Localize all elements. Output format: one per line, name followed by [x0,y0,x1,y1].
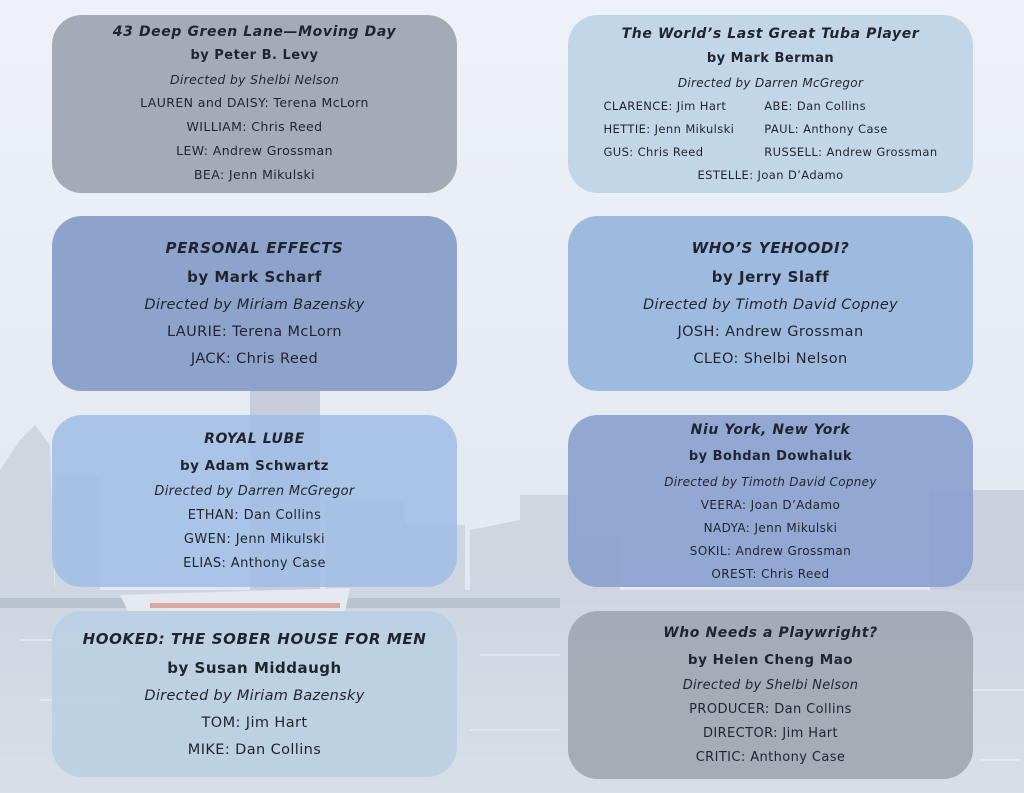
cast-member: OREST: Chris Reed [711,567,830,581]
play-title: PERSONAL EFFECTS [165,239,344,257]
cast-member: PAUL: Anthony Case [764,122,888,136]
cast-member: SOKIL: Andrew Grossman [689,544,852,558]
play-card-whos-yehoodi [568,216,973,391]
play-card-43-deep-green-lane [52,15,457,193]
play-director: Directed by Miriam Bazensky [144,297,365,313]
play-director: Directed by Darren McGregor [154,484,355,499]
cast-member: MIKE: Dan Collins [187,741,322,758]
cast-member: GWEN: Jenn Mikulski [183,532,326,547]
cast-member: BEA: Jenn Mikulski [193,167,316,182]
play-director: Directed by Timoth David Copney [643,297,898,313]
play-title: The World’s Last Great Tuba Player [621,26,920,42]
cast-member: CRITIC: Anthony Case [695,750,846,765]
cast-member: LAURIE: Terena McLorn [167,324,342,340]
play-card-worlds-last-great-tuba-player [568,15,973,193]
cast-member: LEW: Andrew Grossman [176,143,333,158]
cast-member: JACK: Chris Reed [190,351,319,367]
cast-member: CLARENCE: Jim Hart [603,99,727,113]
cast-member: ABE: Dan Collins [764,99,867,113]
cast-member: NADYA: Jenn Mikulski [703,521,838,535]
play-card-who-needs-a-playwright [568,611,973,779]
play-card-royal-lube [52,415,457,587]
play-author: by Jerry Slaff [711,268,830,286]
cast-member: WILLIAM: Chris Reed [186,119,323,134]
play-title: ROYAL LUBE [204,431,305,447]
cast-member: JOSH: Andrew Grossman [677,324,864,340]
cast-grid [578,95,963,164]
cast-member: TOM: Jim Hart [201,714,308,731]
play-author: by Adam Schwartz [179,458,330,474]
cast-member: DIRECTOR: Jim Hart [702,726,839,741]
cast-member: CLEO: Shelbi Nelson [693,351,848,367]
play-title: Who Needs a Playwright? [663,625,878,641]
play-card-niu-york-new-york [568,415,973,587]
play-director: Directed by Shelbi Nelson [169,72,340,87]
play-director: Directed by Timoth David Copney [664,475,877,489]
play-director: Directed by Darren McGregor [677,76,864,90]
play-title: WHO’S YEHOODI? [691,239,850,257]
play-author: by Mark Scharf [187,268,322,286]
play-title: 43 Deep Green Lane—Moving Day [112,24,397,40]
cast-member: GUS: Chris Reed [603,145,704,159]
play-title: Niu York, New York [690,422,851,438]
cast-member: ETHAN: Dan Collins [187,508,322,523]
play-author: by Peter B. Levy [190,48,319,63]
cast-member: LAUREN and DAISY: Terena McLorn [140,95,369,110]
play-card-personal-effects [52,216,457,391]
play-author: by Helen Cheng Mao [687,652,854,668]
play-author: by Susan Middaugh [167,658,342,677]
play-director: Directed by Miriam Bazensky [144,687,365,704]
cast-member: ESTELLE: Joan D’Adamo [697,168,844,182]
cast-member: ELIAS: Anthony Case [183,556,326,571]
cast-member: VEERA: Joan D’Adamo [700,498,841,512]
play-author: by Mark Berman [706,51,835,66]
cast-member: HETTIE: Jenn Mikulski [603,122,735,136]
cast-member: RUSSELL: Andrew Grossman [764,145,938,159]
play-director: Directed by Shelbi Nelson [682,678,859,693]
play-author: by Bohdan Dowhaluk [688,449,853,464]
play-title: HOOKED: THE SOBER HOUSE FOR MEN [82,629,427,648]
cast-member: PRODUCER: Dan Collins [689,702,852,717]
play-card-hooked [52,611,457,777]
